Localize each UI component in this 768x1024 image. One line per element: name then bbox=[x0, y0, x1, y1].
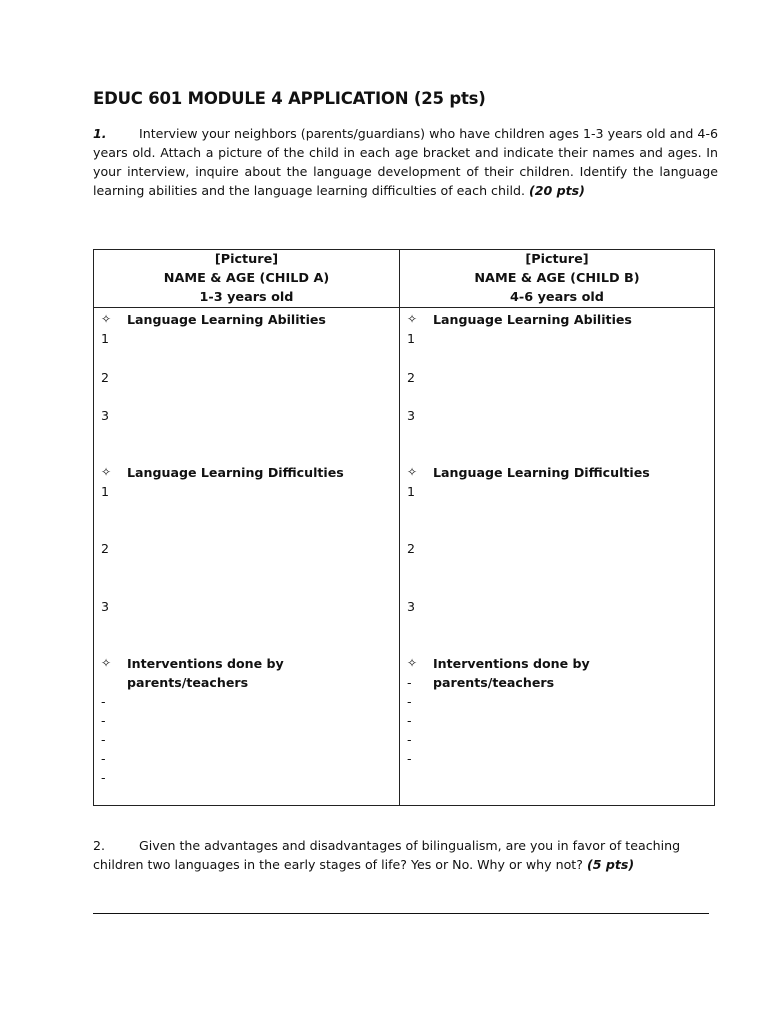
child-a-picture-placeholder: [Picture] bbox=[214, 252, 279, 267]
difficulty-item: 2 bbox=[407, 541, 416, 556]
child-b-abilities-section bbox=[400, 310, 714, 329]
question-2-text: Given the advantages and disadvantages of bilingualism, are you in favor of teaching children two languages in the early stages of life? Yes or No. Why or why not? bbox=[93, 838, 681, 872]
abilities-label: Language Learning Abilities bbox=[127, 312, 326, 327]
child-a-name-age: NAME & AGE (CHILD A) bbox=[163, 271, 330, 286]
difficulties-label: Language Learning Difficulties bbox=[433, 465, 650, 480]
intervention-item: - bbox=[101, 732, 106, 747]
intervention-item: - bbox=[101, 770, 106, 785]
abilities-label: Language Learning Abilities bbox=[433, 312, 632, 327]
difficulty-item: 1 bbox=[407, 484, 416, 499]
child-a-interventions-section bbox=[94, 654, 399, 692]
interventions-label bbox=[127, 654, 284, 692]
child-b-interventions-section bbox=[400, 654, 714, 692]
diamond-bullet-icon: ✧ bbox=[407, 312, 418, 326]
difficulty-item: 3 bbox=[101, 599, 110, 614]
intervention-item: - bbox=[407, 675, 412, 690]
ability-item: 2 bbox=[407, 370, 416, 385]
diamond-bullet-icon: ✧ bbox=[101, 656, 112, 670]
page-title: EDUC 601 MODULE 4 APPLICATION (25 pts) bbox=[93, 89, 486, 108]
ability-item: 1 bbox=[407, 331, 416, 346]
question-2-number: 2. bbox=[93, 838, 106, 853]
interventions-label-line-2: parents/teachers bbox=[127, 675, 249, 690]
question-2-points: (5 pts) bbox=[586, 857, 635, 872]
difficulties-label: Language Learning Difficulties bbox=[127, 465, 344, 480]
ability-item: 3 bbox=[407, 408, 416, 423]
question-1-text: Interview your neighbors (parents/guardians) who have children ages 1-3 years old and 4-6 years old. Attach a picture of the child in each age bracket and indicate their names and ages. In your interview, inquire about the language development of their children. Identify the language learning abilities and the language learning difficulties of each child. bbox=[93, 126, 718, 198]
intervention-item: - bbox=[101, 694, 106, 709]
diamond-bullet-icon: ✧ bbox=[101, 312, 112, 326]
question-1 bbox=[93, 124, 718, 200]
child-a-body bbox=[94, 308, 400, 806]
child-a-difficulties-section bbox=[94, 463, 399, 482]
ability-item: 3 bbox=[101, 408, 110, 423]
child-b-picture-placeholder: [Picture] bbox=[525, 252, 589, 267]
child-b-name-age: NAME & AGE (CHILD B) bbox=[474, 271, 640, 286]
intervention-item: - bbox=[407, 751, 412, 766]
interventions-label-line-1: Interventions done by bbox=[127, 656, 284, 671]
diamond-bullet-icon: ✧ bbox=[407, 465, 418, 479]
diamond-bullet-icon: ✧ bbox=[407, 656, 418, 670]
difficulty-item: 1 bbox=[101, 484, 110, 499]
intervention-item: - bbox=[101, 751, 106, 766]
ability-item: 2 bbox=[101, 370, 110, 385]
question-2 bbox=[93, 836, 718, 874]
question-1-number: 1. bbox=[93, 126, 107, 141]
intervention-item: - bbox=[407, 694, 412, 709]
child-b-difficulties-section bbox=[400, 463, 714, 482]
child-b-body bbox=[400, 308, 715, 806]
interventions-label: Interventions done by parents/teachers bbox=[433, 656, 590, 690]
child-b-header bbox=[400, 250, 715, 308]
question-1-points: (20 pts) bbox=[528, 183, 585, 198]
child-b-age-range: 4-6 years old bbox=[510, 290, 604, 305]
intervention-item: - bbox=[101, 713, 106, 728]
difficulty-item: 2 bbox=[101, 541, 110, 556]
child-a-age-range: 1-3 years old bbox=[199, 290, 294, 305]
interview-table bbox=[93, 249, 715, 806]
intervention-item: - bbox=[407, 732, 412, 747]
diamond-bullet-icon: ✧ bbox=[101, 465, 112, 479]
child-a-abilities-section bbox=[94, 310, 399, 329]
intervention-item: - bbox=[407, 713, 412, 728]
answer-line[interactable] bbox=[93, 913, 709, 914]
child-a-header bbox=[94, 250, 400, 308]
difficulty-item: 3 bbox=[407, 599, 416, 614]
ability-item: 1 bbox=[101, 331, 110, 346]
